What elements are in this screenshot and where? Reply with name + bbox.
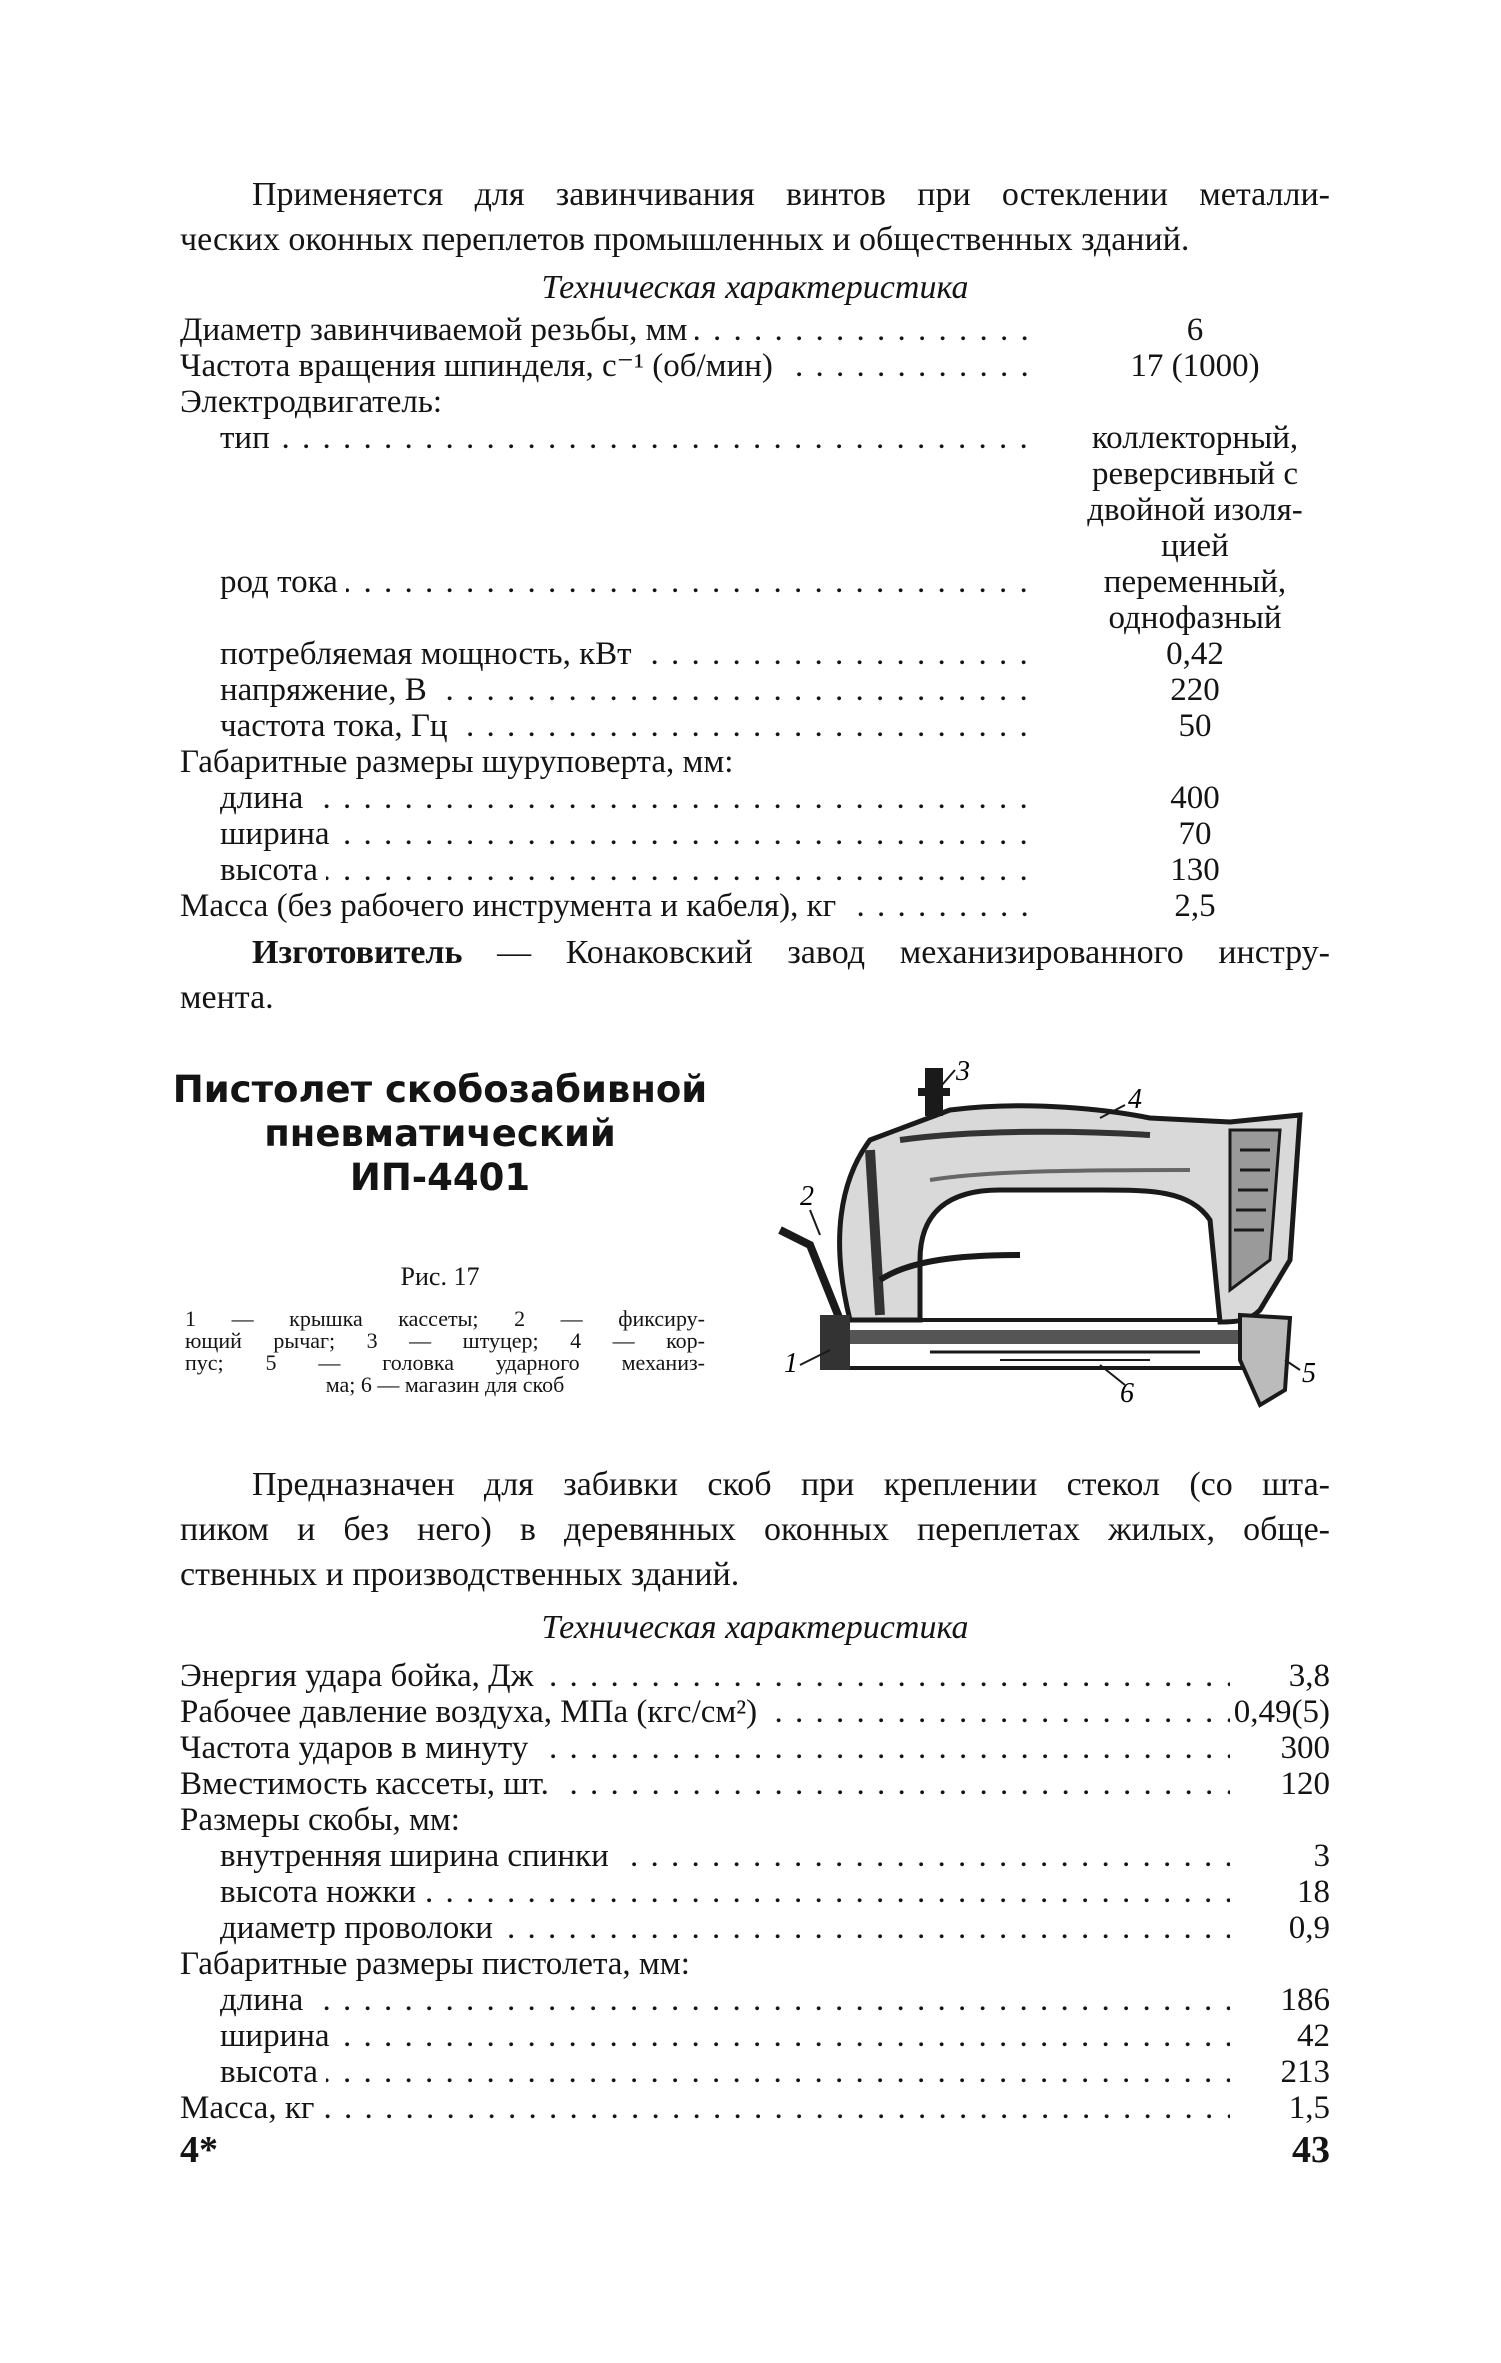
product-title-line: пневматический — [264, 1112, 616, 1155]
spec-value: 0,49(5) — [1233, 1694, 1330, 1730]
spec-label: Габаритные размеры пистолета, мм: — [180, 1946, 698, 1982]
spec-label: напряжение, В — [220, 672, 435, 708]
spec-value: 70 — [1178, 816, 1212, 852]
spec-label: ширина — [220, 2018, 338, 2054]
spec-row — [180, 564, 1330, 636]
caption-line: ющий рычаг; 3 — штуцер; 4 — кор- — [185, 1328, 705, 1353]
spec-label: Вместимость кассеты, шт. — [180, 1766, 557, 1802]
spec-label: длина — [220, 1982, 311, 2018]
spec-row — [180, 2054, 1330, 2090]
intro-paragraph — [180, 172, 1330, 262]
spec-row — [180, 852, 1330, 888]
spec-row — [180, 1874, 1330, 1910]
spec-label: род тока — [220, 564, 346, 600]
spec-value: 18 — [1297, 1874, 1330, 1910]
caption-line: пус; 5 — головка ударного механиз- — [185, 1350, 705, 1375]
manufacturer-line-2: мента. — [180, 979, 274, 1016]
spec-row — [180, 1838, 1330, 1874]
spec-label: высота — [220, 852, 326, 888]
spec-value: 1,5 — [1288, 2090, 1330, 2126]
stapler-gun-illustration — [770, 1060, 1330, 1410]
spec-label: Частота вращения шпинделя, с⁻¹ (об/мин) — [180, 348, 781, 384]
spec-label: Масса, кг — [180, 2090, 322, 2126]
spec-value-multiline — [1060, 564, 1330, 636]
spec-label: высота — [220, 2054, 326, 2090]
spec-label: Диаметр завинчиваемой резьбы, мм — [180, 312, 695, 348]
spec-row — [180, 636, 1330, 672]
figure-label: Рис. 17 — [400, 1262, 480, 1291]
purpose-line-2: пиком и без него) в деревянных оконных переплетах жилых, обще- — [180, 1511, 1330, 1548]
signature-mark: 4* — [180, 2129, 218, 2171]
spec-row — [180, 744, 1330, 780]
spec-label: внутренняя ширина спинки — [220, 1838, 617, 1874]
spec-row — [180, 1766, 1330, 1802]
fixing-lever — [780, 1230, 840, 1320]
figure-caption — [185, 1308, 705, 1396]
spec-value: 17 (1000) — [1130, 348, 1260, 384]
caption-line: ма; 6 — магазин для скоб — [325, 1372, 565, 1397]
spec-value: 50 — [1178, 708, 1212, 744]
spec-row — [180, 1694, 1330, 1730]
manufacturer-line-1 — [180, 930, 1330, 975]
spec-value-line: переменный, — [1103, 564, 1287, 600]
spec-value: 3 — [1313, 1838, 1330, 1874]
callout-number: 1 — [784, 1348, 798, 1379]
callout-line — [810, 1210, 820, 1235]
spec-row — [180, 2090, 1330, 2126]
spec-label: ширина — [220, 816, 338, 852]
cassette-cover — [820, 1315, 850, 1370]
spec-row — [180, 1730, 1330, 1766]
spec-row — [180, 384, 1330, 420]
spec-label: Масса (без рабочего инструмента и кабеля), кг — [180, 888, 844, 924]
spec-label: потребляемая мощность, кВт — [220, 636, 640, 672]
purpose-line-1: Предназначен для забивки скоб при креплении стекол (со шта- — [252, 1466, 1330, 1503]
spec-label: Электродвигатель: — [180, 384, 450, 420]
spec-value-line: коллекторный, — [1091, 420, 1299, 456]
section1-specs — [180, 312, 1330, 924]
spec-row — [180, 1910, 1330, 1946]
spec-label: диаметр проволоки — [220, 1910, 501, 1946]
air-fitting — [918, 1088, 950, 1096]
spec-value: 6 — [1186, 312, 1204, 348]
product-title — [160, 1068, 720, 1200]
spec-row — [180, 1658, 1330, 1694]
spec-label: частота тока, Гц — [220, 708, 456, 744]
spec-value: 0,9 — [1288, 1910, 1330, 1946]
spec-label: Энергия удара бойка, Дж — [180, 1658, 541, 1694]
caption-line: 1 — крышка кассеты; 2 — фиксиру- — [185, 1306, 705, 1331]
spec-value-line: двойной изоля- — [1087, 492, 1303, 528]
spec-value: 186 — [1280, 1982, 1330, 2018]
spec-value: 3,8 — [1288, 1658, 1330, 1694]
impact-head — [1240, 1315, 1290, 1405]
section2-specs — [180, 1658, 1330, 2126]
callout-number: 4 — [1128, 1084, 1142, 1115]
spec-label: тип — [220, 420, 278, 456]
spec-row — [180, 348, 1330, 384]
spec-row — [180, 420, 1330, 564]
spec-label: Размеры скобы, мм: — [180, 1802, 468, 1838]
manufacturer-text: — Конаковский завод механизированного инстру- — [462, 934, 1330, 971]
spec-label: Рабочее давление воздуха, МПа (кгс/см²) — [180, 1694, 765, 1730]
spec-row — [180, 708, 1330, 744]
spec-row — [180, 672, 1330, 708]
spec-row — [180, 1802, 1330, 1838]
spec-value-line: цией — [1161, 528, 1229, 564]
product-title-line: Пистолет скобозабивной — [172, 1068, 708, 1111]
spec-value-line: однофазный — [1108, 600, 1282, 636]
magazine-shading — [850, 1330, 1270, 1344]
product-title-line: ИП-4401 — [349, 1156, 531, 1199]
spec-value: 300 — [1280, 1730, 1330, 1766]
spec-value: 42 — [1297, 2018, 1330, 2054]
spec-row — [180, 312, 1330, 348]
intro-line-2: ческих оконных переплетов промышленных и общественных зданий. — [180, 221, 1190, 258]
spec-label: длина — [220, 780, 311, 816]
callout-number: 6 — [1120, 1378, 1134, 1409]
spec-label: Габаритные размеры шуруповерта, мм: — [180, 744, 741, 780]
purpose-line-3: ственных и производственных зданий. — [180, 1556, 740, 1593]
spec-value: 220 — [1170, 672, 1220, 708]
page-number: 43 — [1292, 2129, 1330, 2171]
callout-number: 2 — [800, 1181, 814, 1212]
spec-row — [180, 816, 1330, 852]
callout-number: 5 — [1302, 1358, 1316, 1389]
spec-row — [180, 888, 1330, 924]
spec-value: 130 — [1170, 852, 1220, 888]
purpose-paragraph — [180, 1462, 1330, 1597]
manufacturer-label: Изготовитель — [252, 934, 463, 971]
spec-value-multiline — [1060, 420, 1330, 564]
spec-row — [180, 1982, 1330, 2018]
spec-row — [180, 2018, 1330, 2054]
spec-value-line: реверсивный с — [1092, 456, 1298, 492]
spec-row — [180, 780, 1330, 816]
spec-value: 0,42 — [1166, 636, 1224, 672]
manufacturer-paragraph — [180, 930, 1330, 1020]
spec-row — [180, 1946, 1330, 1982]
callout-number: 3 — [956, 1060, 970, 1087]
spec-value: 400 — [1170, 780, 1220, 816]
section2-heading: Техническая характеристика — [541, 1609, 969, 1646]
spec-label: высота ножки — [220, 1874, 424, 1910]
spec-value: 120 — [1280, 1766, 1330, 1802]
spec-value: 2,5 — [1174, 888, 1216, 924]
spec-value: 213 — [1280, 2054, 1330, 2090]
spec-label: Частота ударов в минуту — [180, 1730, 536, 1766]
section1-heading: Техническая характеристика — [541, 269, 969, 306]
callout-line — [942, 1070, 955, 1085]
intro-line-1: Применяется для завинчивания винтов при остеклении металли- — [252, 176, 1330, 213]
